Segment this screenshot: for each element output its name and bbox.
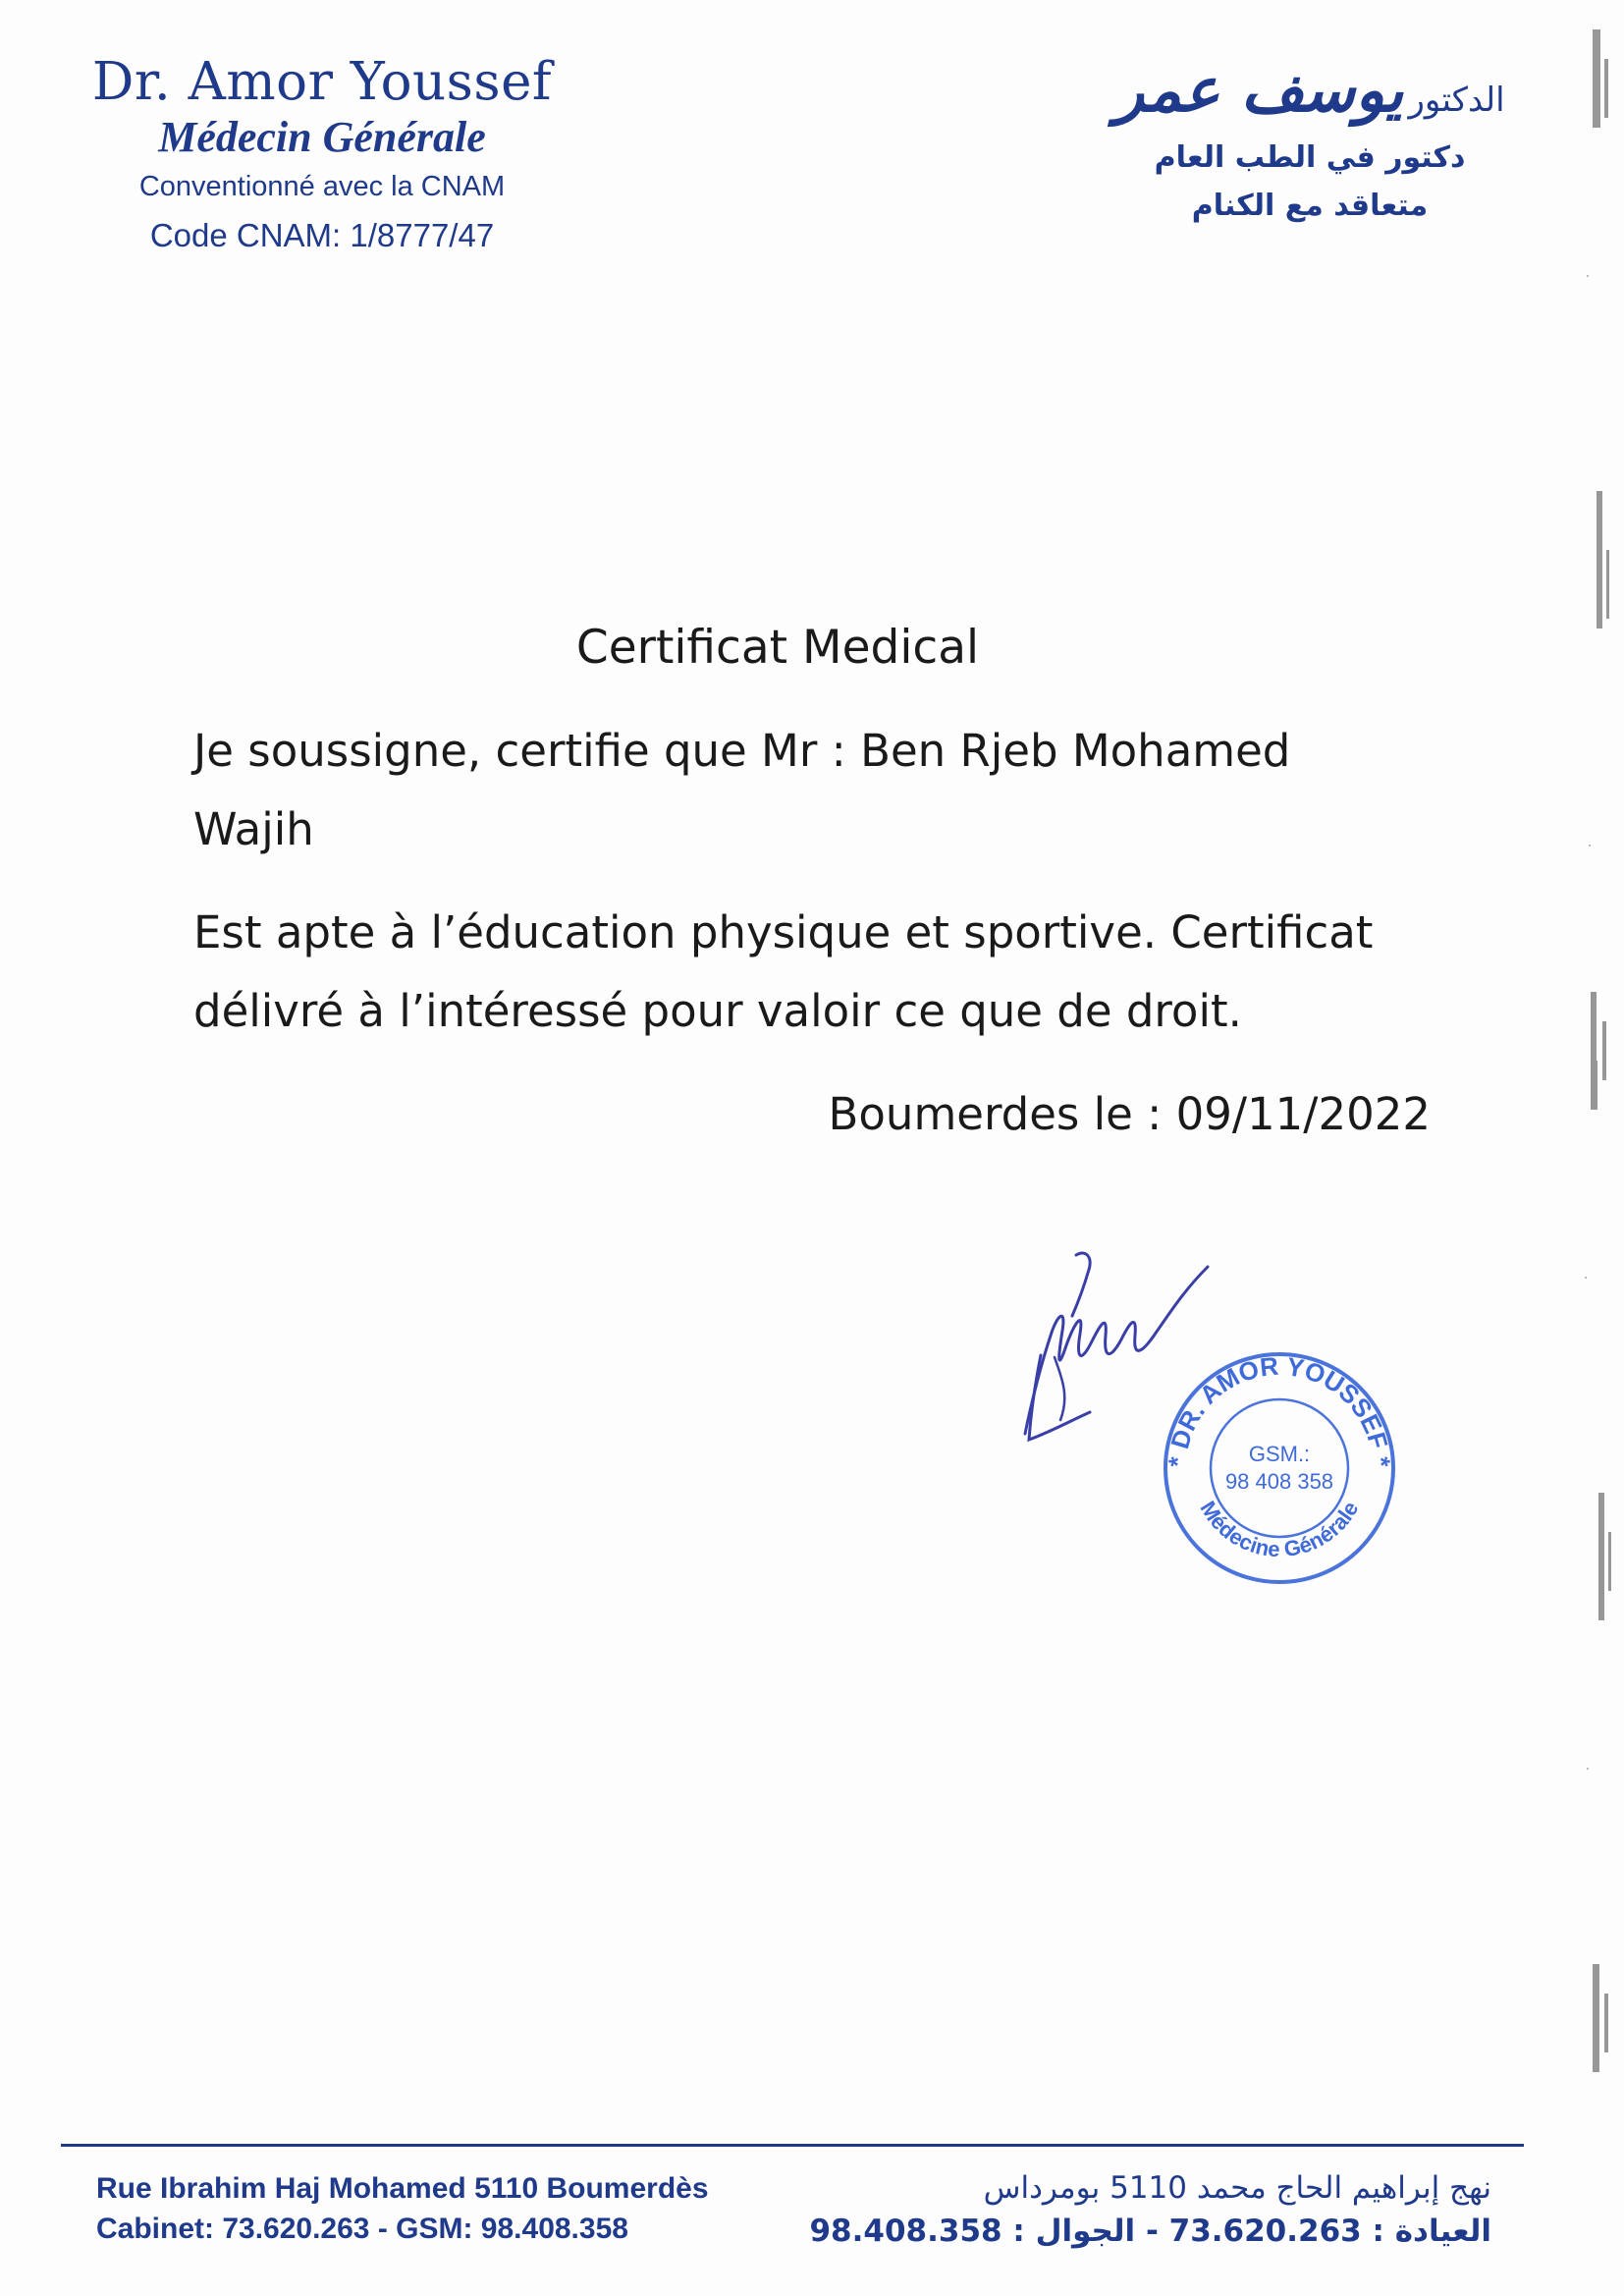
footer-address-ar: نهج إبراهيم الحاج محمد 5110 بومرداس — [983, 2170, 1491, 2206]
footer-arabic — [809, 2166, 1491, 2253]
cnam-code: Code CNAM: 1/8777/47 — [149, 216, 495, 253]
stamp-gsm-number: 98 408 358 — [1224, 1469, 1334, 1494]
doctor-stamp — [1157, 1345, 1402, 1591]
arabic-prefix: الدكتور — [1408, 81, 1505, 120]
arabic-doctor-name: يوسف عمر — [1114, 54, 1404, 126]
doctor-name: Dr. Amor Youssef — [91, 52, 553, 112]
svg-text:Médecine Générale — [1195, 1497, 1363, 1561]
footer-address-fr: Rue Ibrahim Haj Mohamed 5110 Boumerdès — [96, 2172, 709, 2205]
arabic-convention: متعاقد مع الكنام — [1191, 189, 1429, 224]
scanner-edge-artifacts — [1579, 0, 1624, 2296]
doctor-specialty: Médecin Générale — [158, 113, 486, 162]
footer-french — [96, 2168, 709, 2249]
aptitude-statement: Est apte à l’éducation physique et sportive. Certificat délivré à l’intéressé pour valoir ce que de droit. — [193, 906, 1374, 1037]
footer-phones-fr: Cabinet: 73.620.263 - GSM: 98.408.358 — [96, 2213, 628, 2245]
stamp-bottom-text: Médecine Générale — [1195, 1497, 1364, 1562]
certification-statement: Je soussigne, certifie que Mr : Ben Rjeb Mohamed Wajih — [193, 725, 1291, 855]
letterhead-arabic — [1084, 54, 1536, 223]
cnam-convention: Conventionné avec la CNAM — [138, 170, 506, 202]
stamp-gsm-label: GSM.: — [1248, 1442, 1311, 1466]
place-and-date: Boumerdes le : 09/11/2022 — [828, 1088, 1431, 1140]
letterhead-french — [67, 54, 577, 254]
arabic-name-row — [1084, 54, 1536, 127]
certificate-title: Certificat Medical — [575, 621, 980, 675]
footer-phones-ar: العيادة : 73.620.263 - الجوال : 98.408.358 — [809, 2214, 1491, 2249]
footer-divider — [61, 2144, 1524, 2147]
arabic-specialty: دكتور في الطب العام — [1154, 140, 1466, 176]
stamp-top-text: * DR. AMOR YOUSSEF * — [1162, 1350, 1397, 1468]
